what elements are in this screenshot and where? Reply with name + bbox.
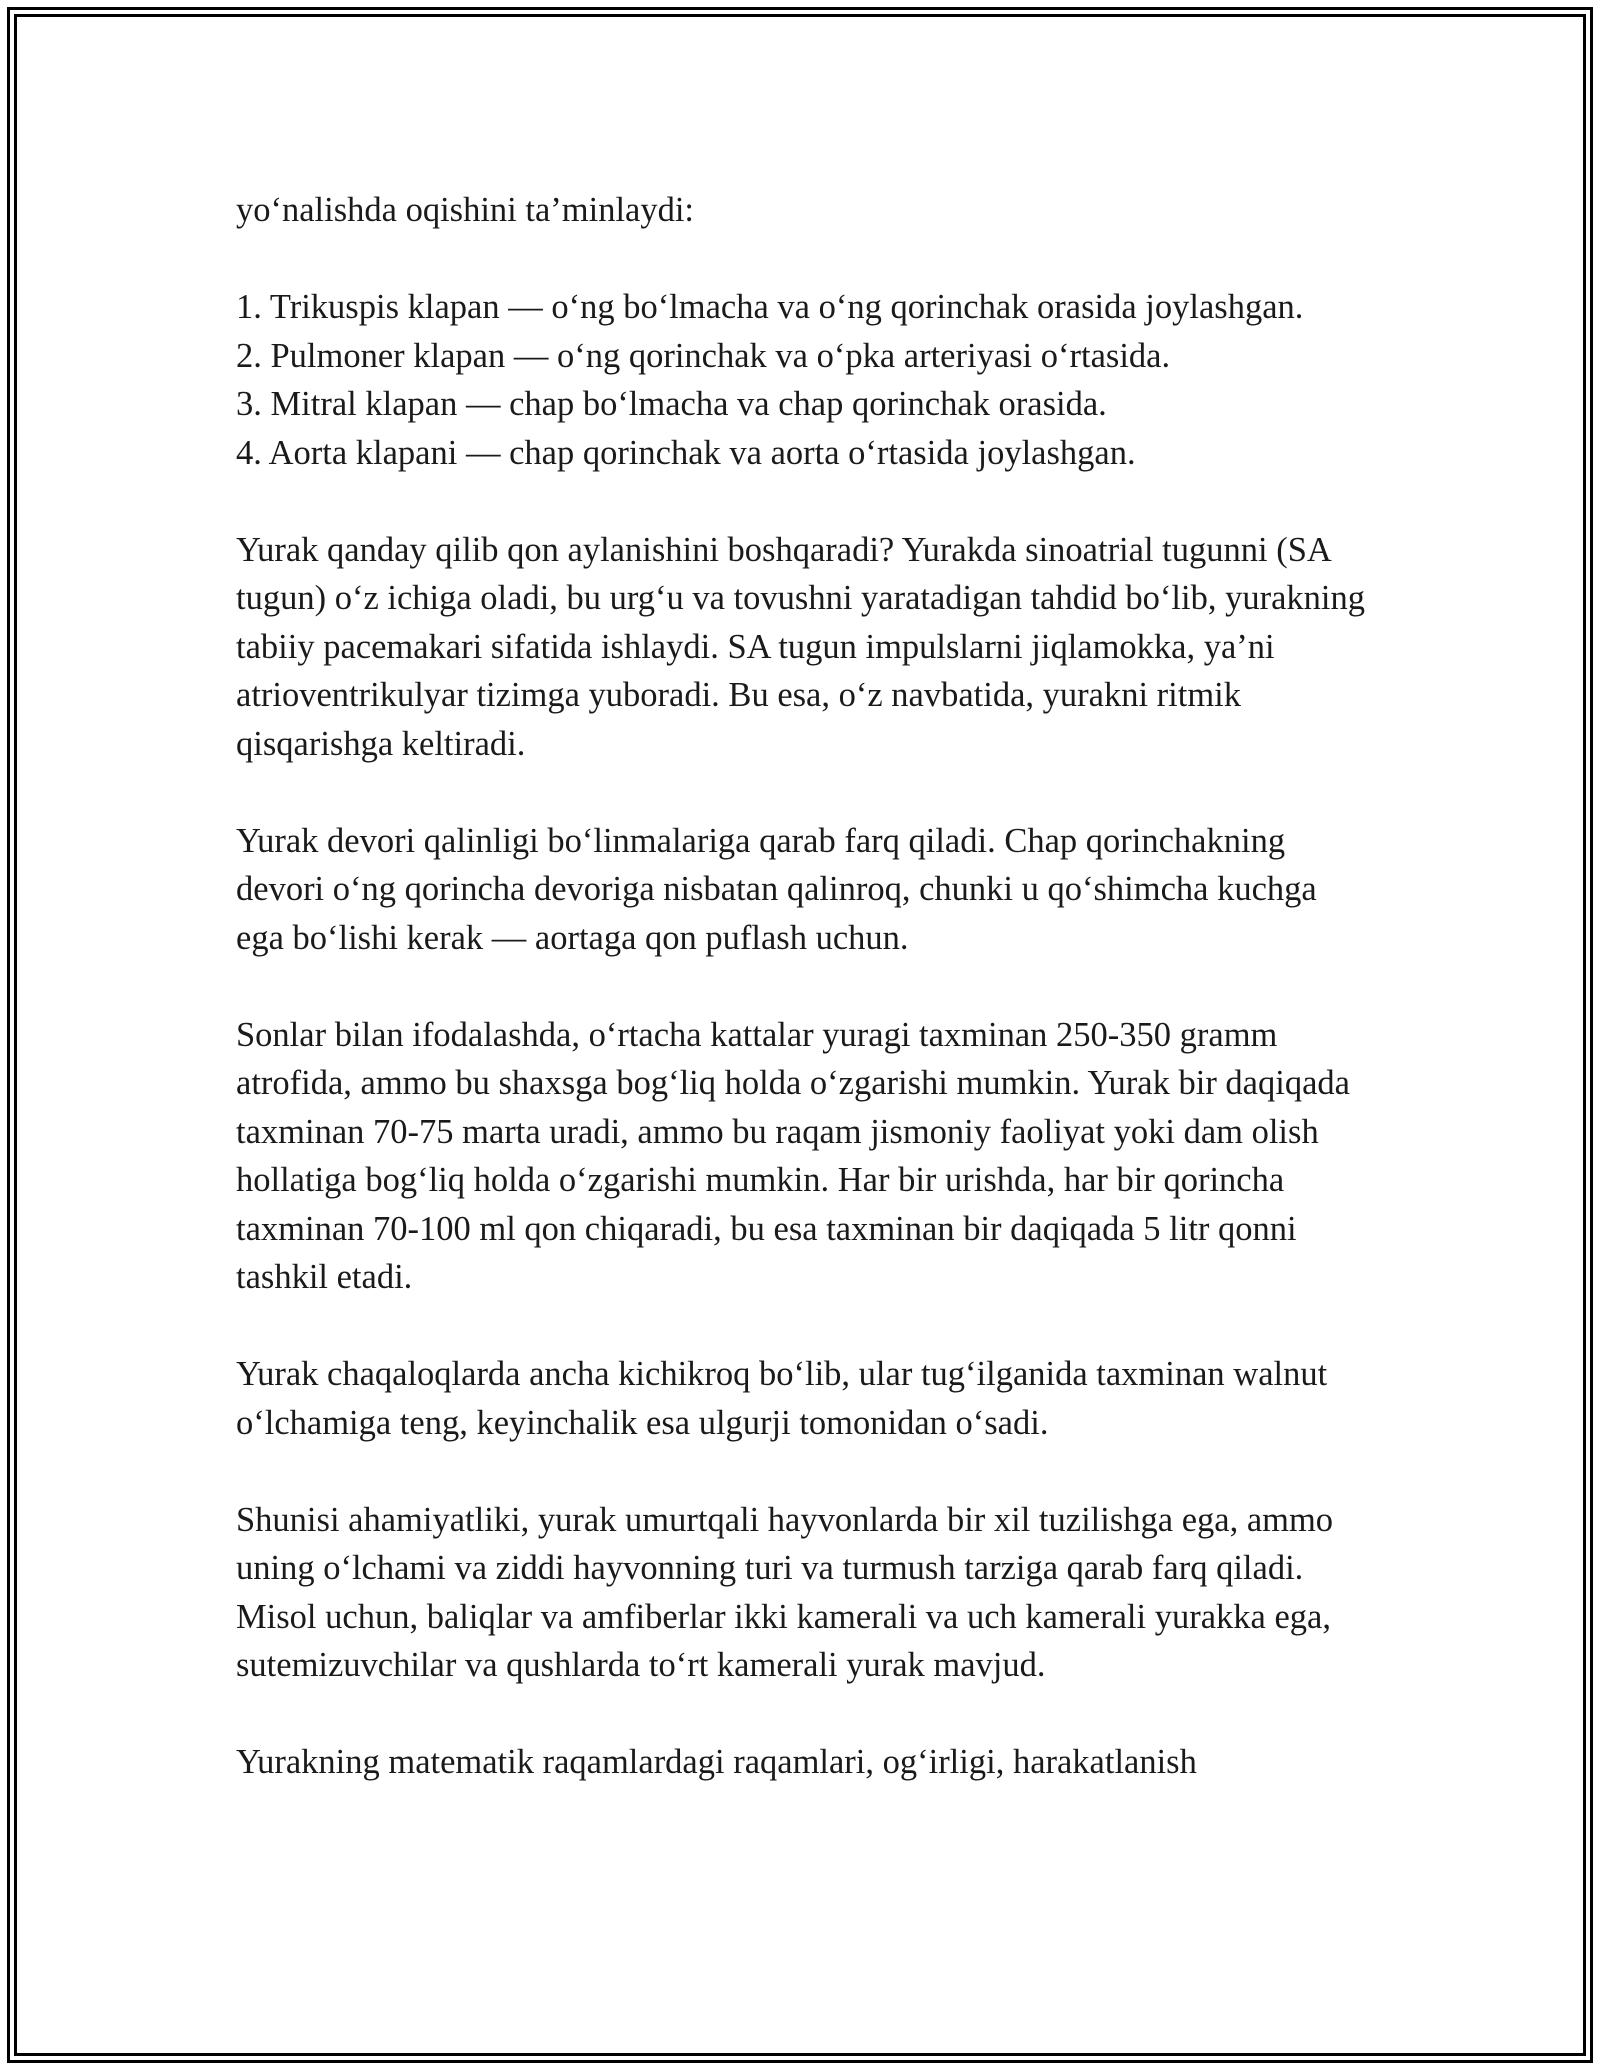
document-body <box>236 186 1366 1835</box>
paragraph-closing: Yurakning matematik raqamlardagi raqamlari, og‘irligi, harakatlanish <box>236 1743 1197 1781</box>
paragraph-vertebrates: Shunisi ahamiyatliki, yurak umurtqali hayvonlarda bir xil tuzilishga ega, ammo uning o‘lchami va ziddi hayvonning turi va turmush tarziga qarab farq qiladi. Misol uchun, baliqlar va amfiberlar ikki kamerali va uch kamerali yurakka ega, sutemizuvchilar va qushlarda to‘rt kamerali yurak mavjud. <box>236 1500 1334 1684</box>
paragraph-heart-numbers: Sonlar bilan ifodalashda, o‘rtacha kattalar yuragi taxminan 250-350 gramm atrofida, ammo bu shaxsga bog‘liq holda o‘zgarishi mumkin. Yurak bir daqiqada taxminan 70-75 marta uradi, ammo bu raqam jismoniy faoliyat yoki dam olish hollatiga bog‘liq holda o‘zgarishi mumkin. Har bir urishda, har bir qorincha taxminan 70-100 ml qon chiqaradi, bu esa taxminan bir daqiqada 5 litr qonni tashkil etadi. <box>236 1015 1350 1296</box>
intro-text: yo‘nalishda oqishini ta’minlaydi: <box>236 191 695 229</box>
list-item: 2. Pulmoner klapan — o‘ng qorinchak va o‘pka arteriyasi o‘rtasida. <box>236 336 1171 375</box>
paragraph-wall-thickness: Yurak devori qalinligi bo‘linmalariga qarab farq qiladi. Chap qorinchakning devori o‘ng qorincha devoriga nisbatan qalinroq, chunki u qo‘shimcha kuchga ega bo‘lishi kerak — aortaga qon puflash uchun. <box>236 821 1317 957</box>
paragraph-heart-rhythm: Yurak qanday qilib qon aylanishini boshqaradi? Yurakda sinoatrial tugunni (SA tugun) o‘z ichiga oladi, bu urg‘u va tovushni yaratadigan tahdid bo‘lib, yurakning tabiiy pacemakari sifatida ishlaydi. SA tugun impulslarni jiqlamokka, ya’ni atrioventrikulyar tizimga yuboradi. Bu esa, o‘z navbatida, yurakni ritmik qisqarishga keltiradi. <box>236 530 1365 763</box>
list-item: 4. Aorta klapani — chap qorinchak va aorta o‘rtasida joylashgan. <box>236 433 1136 472</box>
valve-list <box>236 283 1366 477</box>
list-item: 1. Trikuspis klapan — o‘ng bo‘lmacha va o‘ng qorinchak orasida joylashgan. <box>236 288 1304 326</box>
paragraph-infant-heart: Yurak chaqaloqlarda ancha kichikroq bo‘lib, ular tug‘ilganida taxminan walnut o‘lchamiga teng, keyinchalik esa ulgurji tomonidan o‘sadi. <box>236 1355 1328 1442</box>
list-item: 3. Mitral klapan — chap bo‘lmacha va chap qorinchak orasida. <box>236 385 1107 423</box>
